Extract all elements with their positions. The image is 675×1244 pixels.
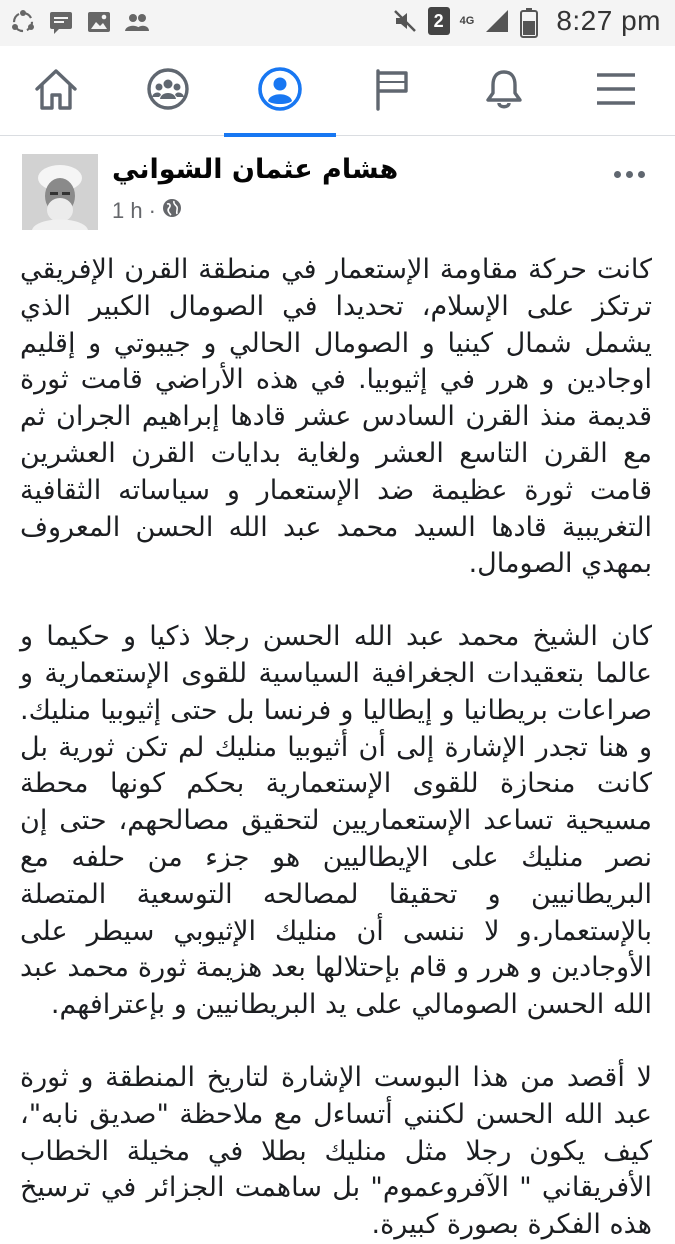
meta-separator: · (148, 198, 156, 223)
post-time[interactable]: 1 h (112, 198, 143, 223)
nav-pages[interactable] (336, 46, 448, 136)
message-icon (48, 9, 74, 35)
author-name[interactable]: هشام عثمان الشواني (112, 154, 399, 185)
battery-icon (520, 8, 546, 34)
home-icon (33, 67, 79, 115)
clock: 8:27 pm (556, 5, 661, 36)
post-header (0, 140, 675, 240)
mute-icon (392, 8, 418, 34)
globe-icon (162, 198, 182, 224)
nav-notifications[interactable] (448, 46, 560, 136)
top-navigation (0, 46, 675, 136)
groups-icon (146, 67, 190, 115)
avatar[interactable] (22, 154, 98, 230)
post-paragraph: كان الشيخ محمد عبد الله الحسن رجلا ذكيا و حكيما و عالما بتعقيدات الجغرافية السياسية للقوى الإستعمارية و صراعات بريطانيا و إيطاليا و فرنسا بل حتى إثيوبيا منليك. و هنا تجدر الإشارة إلى أن أثيوبيا منليك لم تكن ثورية بل كانت منحازة للقوى الإستعمارية بحكم كونها محطة مسيحية تساعد الإستعماريين لتحقيق مصالحهم، حتى إن نصر منليك على الإيطاليين هو جزء من حلفه مع البريطانيين و تحقيقا لمصالحه التوسعية المتصلة بالإستعمار.و لا ننسى أن منليك الإثيوبي سيطر على الأوجادين و هرر و قام بإحتلالها بعد هزيمة ثورة محمد عبد الله الحسن الصومالي على يد البريطانيين و بإعترافهم. (20, 621, 652, 1021)
post-options-button[interactable] (607, 162, 651, 186)
post-paragraph: لا أقصد من هذا البوست الإشارة لتاريخ المنطقة و ثورة عبد الله الحسن لكنني أتساءل مع ملاحظة "صديق نابه"، كيف يكون رجلا مثل منليك بطلا في مخيلة الخطاب الأفريقاني " الآفروعموم" بل ساهمت الجزائر في ترسيخ هذه الفكرة بصورة كبيرة. (20, 1061, 652, 1241)
notifications-bell-icon (482, 67, 526, 115)
status-right (392, 5, 661, 37)
sim-badge: 2 (428, 7, 450, 35)
people-icon (124, 9, 150, 35)
signal-icon (484, 8, 510, 34)
network-type: 4G (459, 14, 475, 27)
status-bar (0, 0, 675, 46)
post-paragraph: كانت حركة مقاومة الإستعمار في منطقة القرن الإفريقي ترتكز على الإسلام، تحديدا في الصومال الكبير الذي يشمل شمال كينيا و الصومال الحالي و جيبوتي و إقليم اوجادين و هرر في إثيوبيا. في هذه الأراضي قامت ثورة قديمة منذ القرن السادس عشر قادها إبراهيم الجران ثم مع القرن التاسع العشر ولغاية بدايات القرن العشرين قامت ثورة عظيمة ضد الإستعمار و سياساته الثقافية التغريبية قادها السيد محمد عبد الله الحسن المعروف بمهدي الصومال. (20, 254, 652, 580)
menu-icon (594, 71, 638, 111)
more-dot (638, 171, 645, 178)
more-dot (614, 171, 621, 178)
nav-menu[interactable] (560, 46, 672, 136)
profile-icon (257, 66, 303, 116)
status-left-icons (10, 9, 150, 35)
more-dot (626, 171, 633, 178)
pages-flag-icon (370, 67, 414, 115)
image-icon (86, 9, 112, 35)
nav-home[interactable] (0, 46, 112, 136)
nav-profile[interactable] (224, 46, 336, 136)
post-meta (112, 198, 182, 224)
share-circle-icon (10, 9, 36, 35)
nav-groups[interactable] (112, 46, 224, 136)
post-body (20, 252, 652, 1244)
